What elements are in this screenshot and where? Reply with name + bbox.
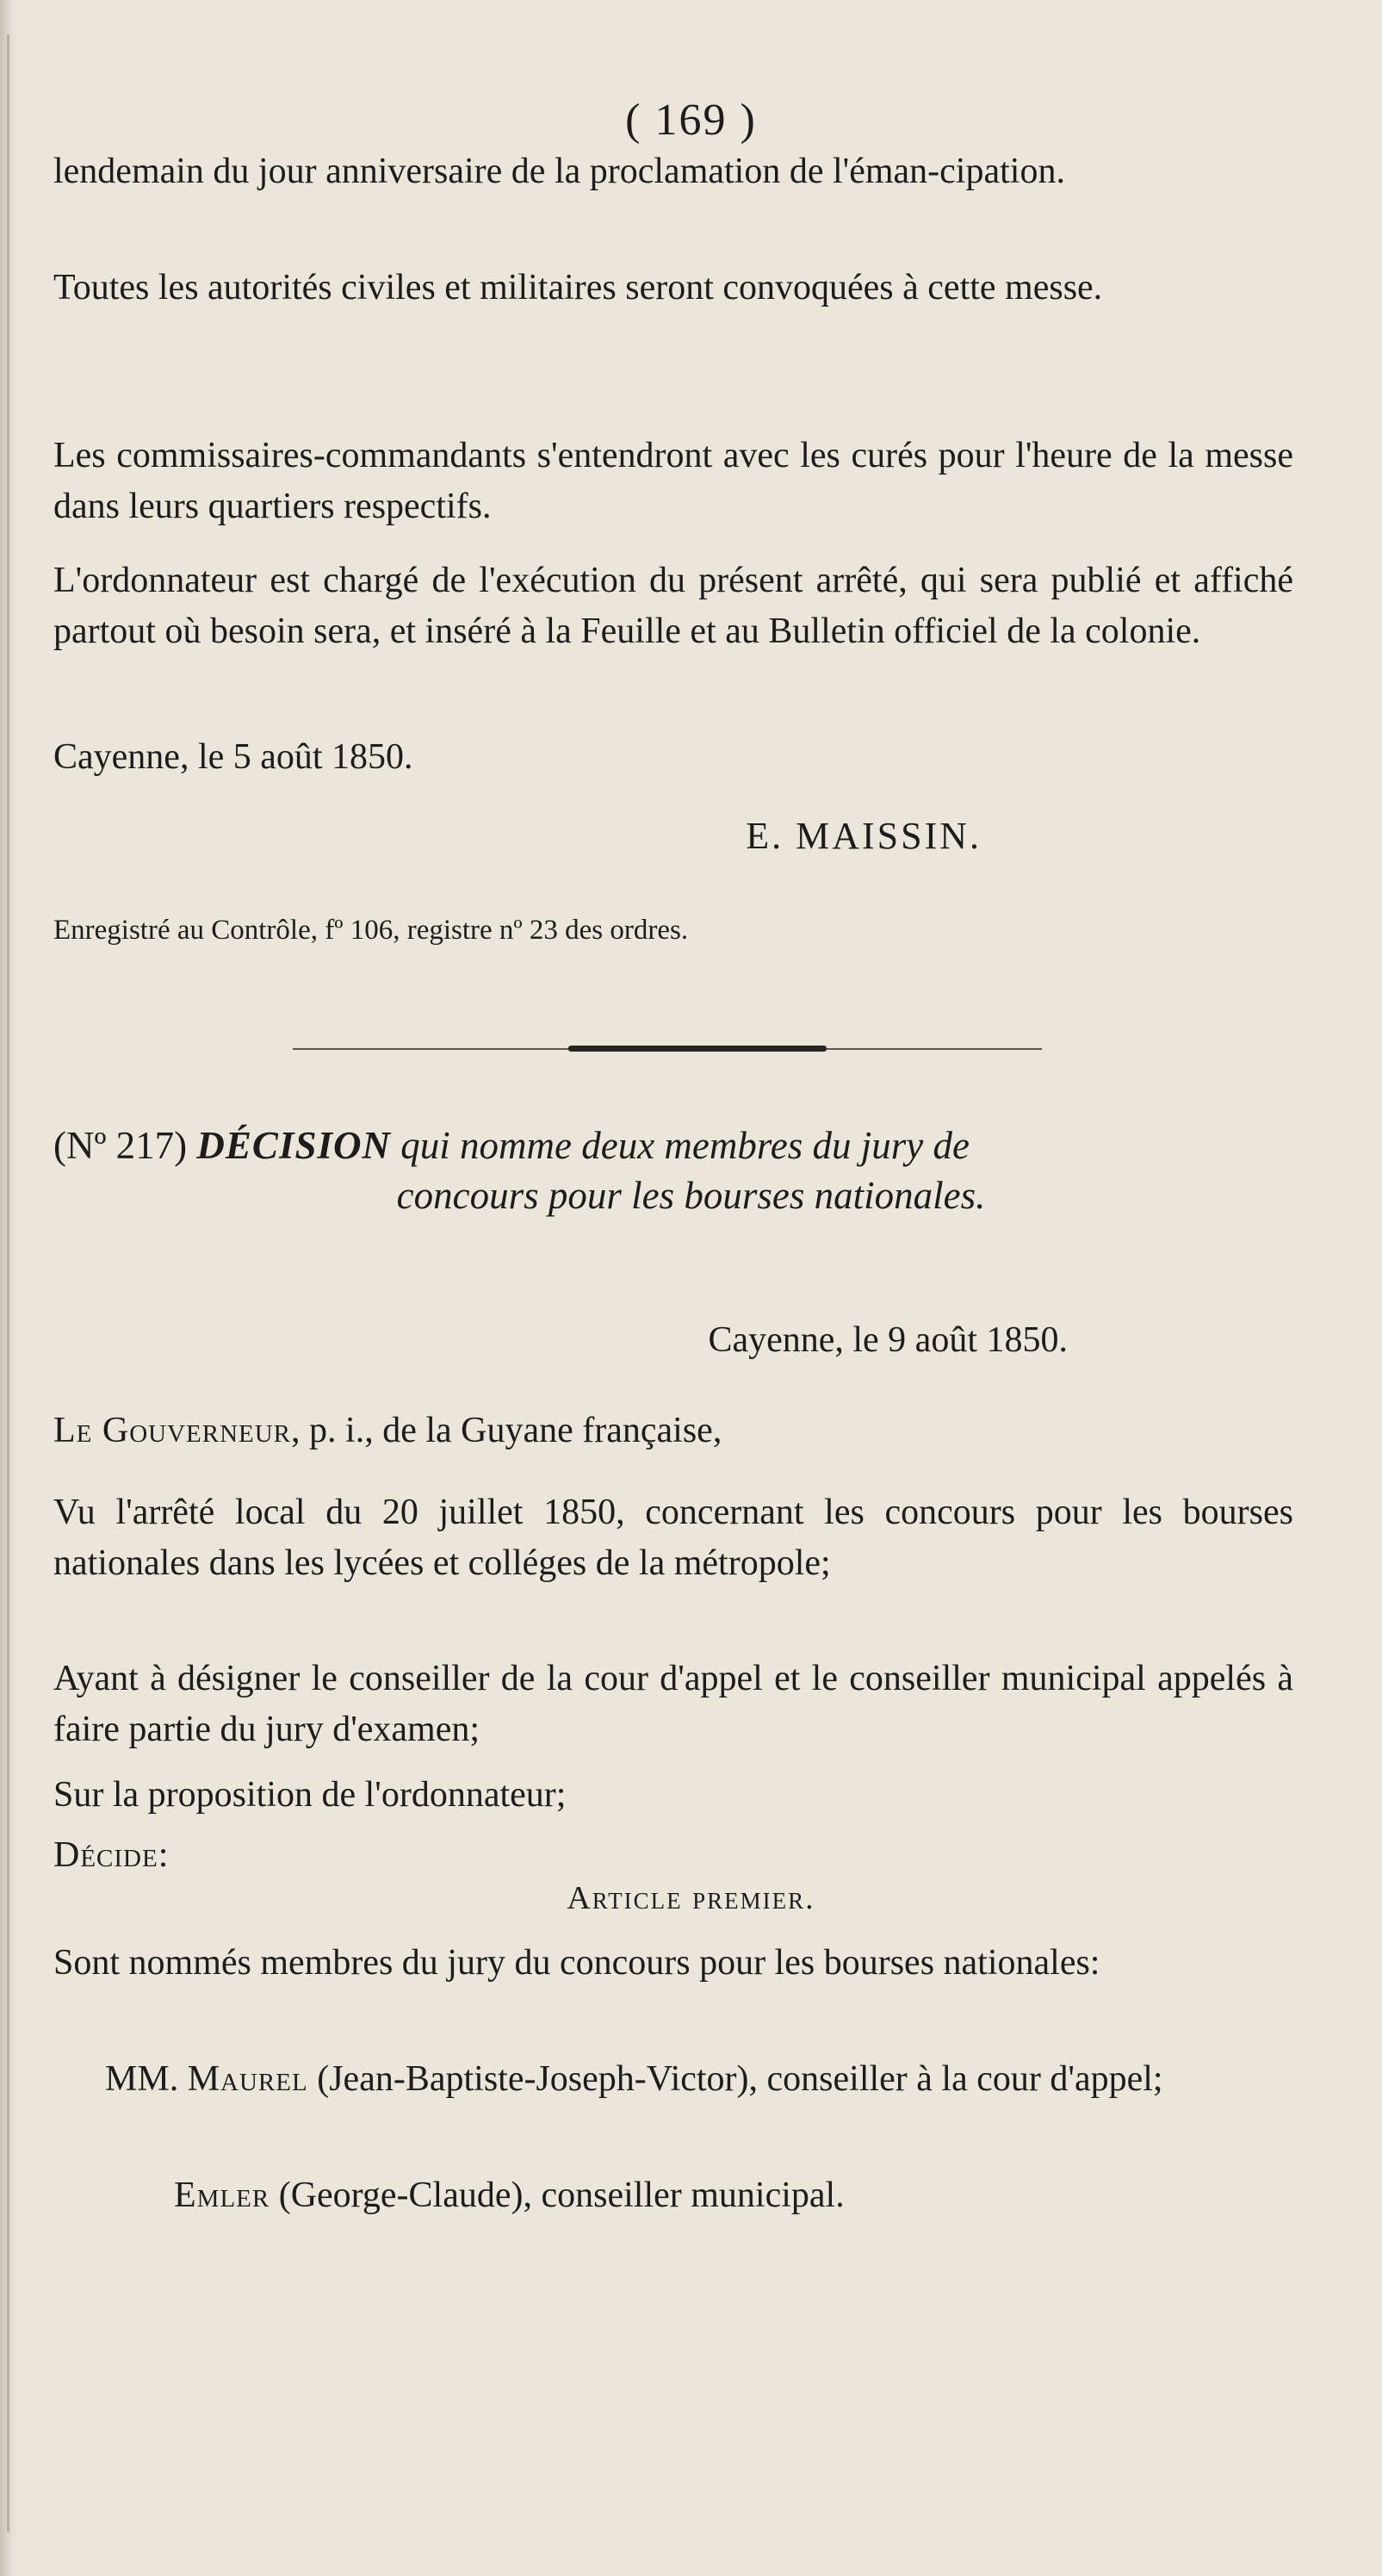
binding-edge xyxy=(7,34,9,2532)
paragraph-text: L'ordonnateur est chargé de l'exécution du présent arrêté, qui sera publié et affiché partout où besoin sera, et inséré à la Feuille et au Bulletin officiel de la colonie. xyxy=(53,561,1293,651)
binding-gutter xyxy=(0,0,15,2576)
mm-label: MM. xyxy=(105,2059,179,2099)
page-number: ( 169 ) xyxy=(625,96,757,145)
decide-text: Décide: xyxy=(53,1835,170,1875)
maurel-name: Maurel xyxy=(187,2059,308,2099)
paragraph-text: Toutes les autorités civiles et militaires seront convoquées à cette messe. xyxy=(53,268,1103,307)
paragraph-text: Ayant à désigner le conseiller de la cour d'appel et le conseiller municipal appelés à faire partie du jury d'examen; xyxy=(53,1659,1293,1749)
gouverneur-rest: , p. i., de la Guyane française, xyxy=(291,1411,722,1450)
opening-paragraph-3 xyxy=(53,431,1293,532)
paragraph-text: Sont nommés membres du jury du concours pour les bourses nationales: xyxy=(53,1943,1100,1983)
opening-paragraph-2 xyxy=(53,263,1293,313)
signature: E. MAISSIN. xyxy=(746,815,982,857)
maurel-text xyxy=(53,2054,1293,2105)
decision-title-rest: qui nomme deux membres du jury de xyxy=(400,1124,970,1167)
opening-paragraph-1 xyxy=(53,146,1293,197)
paragraph-text: Vu l'arrêté local du 20 juillet 1850, concernant les concours pour les bourses nationales dans les lycées et colléges de la métropole; xyxy=(53,1493,1293,1583)
decision-title xyxy=(196,1124,970,1167)
opening-paragraph-4 xyxy=(53,556,1293,657)
emler-rest: (George-Claude), conseiller municipal. xyxy=(278,2176,845,2215)
emler-entry xyxy=(53,2170,1293,2221)
maurel-rest: (Jean-Baptiste-Joseph-Victor), conseiller à la cour d'appel; xyxy=(317,2059,1163,2099)
paragraph-text: Sur la proposition de l'ordonnateur; xyxy=(53,1775,567,1815)
decision-number: (Nº 217) xyxy=(53,1124,188,1167)
section-divider-ornament xyxy=(568,1046,827,1052)
vu-paragraph xyxy=(53,1487,1293,1589)
decision-title-line2: concours pour les bourses nationales. xyxy=(396,1174,986,1217)
ayant-paragraph xyxy=(53,1654,1293,1755)
maurel-entry xyxy=(53,2054,1293,2105)
paragraph-text: Les commissaires-commandants s'entendront avec les curés pour l'heure de la messe dans leurs quartiers respectifs. xyxy=(53,436,1293,526)
sur-paragraph xyxy=(53,1770,1293,1821)
decision-title-word: DÉCISION xyxy=(196,1124,391,1167)
emler-text xyxy=(174,2170,1293,2221)
article-title: Article premier. xyxy=(567,1880,815,1916)
paragraph-text: lendemain du jour anniversaire de la proclamation de l'éman-cipation. xyxy=(53,152,1065,191)
date-text: Cayenne, le 5 août 1850. xyxy=(53,737,413,777)
opening-date xyxy=(53,732,1293,783)
gouverneur-name: Le Gouverneur xyxy=(53,1411,292,1450)
sont-paragraph xyxy=(53,1938,1293,1989)
decision-heading xyxy=(53,1120,1293,1171)
gouverneur-line xyxy=(53,1406,1293,1456)
gouverneur-text xyxy=(53,1406,1293,1456)
decide-line xyxy=(53,1830,1293,1881)
emler-name: Emler xyxy=(174,2176,270,2215)
registry-note: Enregistré au Contrôle, fº 106, registre nº 23 des ordres. xyxy=(53,915,689,946)
decision-dateline: Cayenne, le 9 août 1850. xyxy=(708,1320,1068,1360)
